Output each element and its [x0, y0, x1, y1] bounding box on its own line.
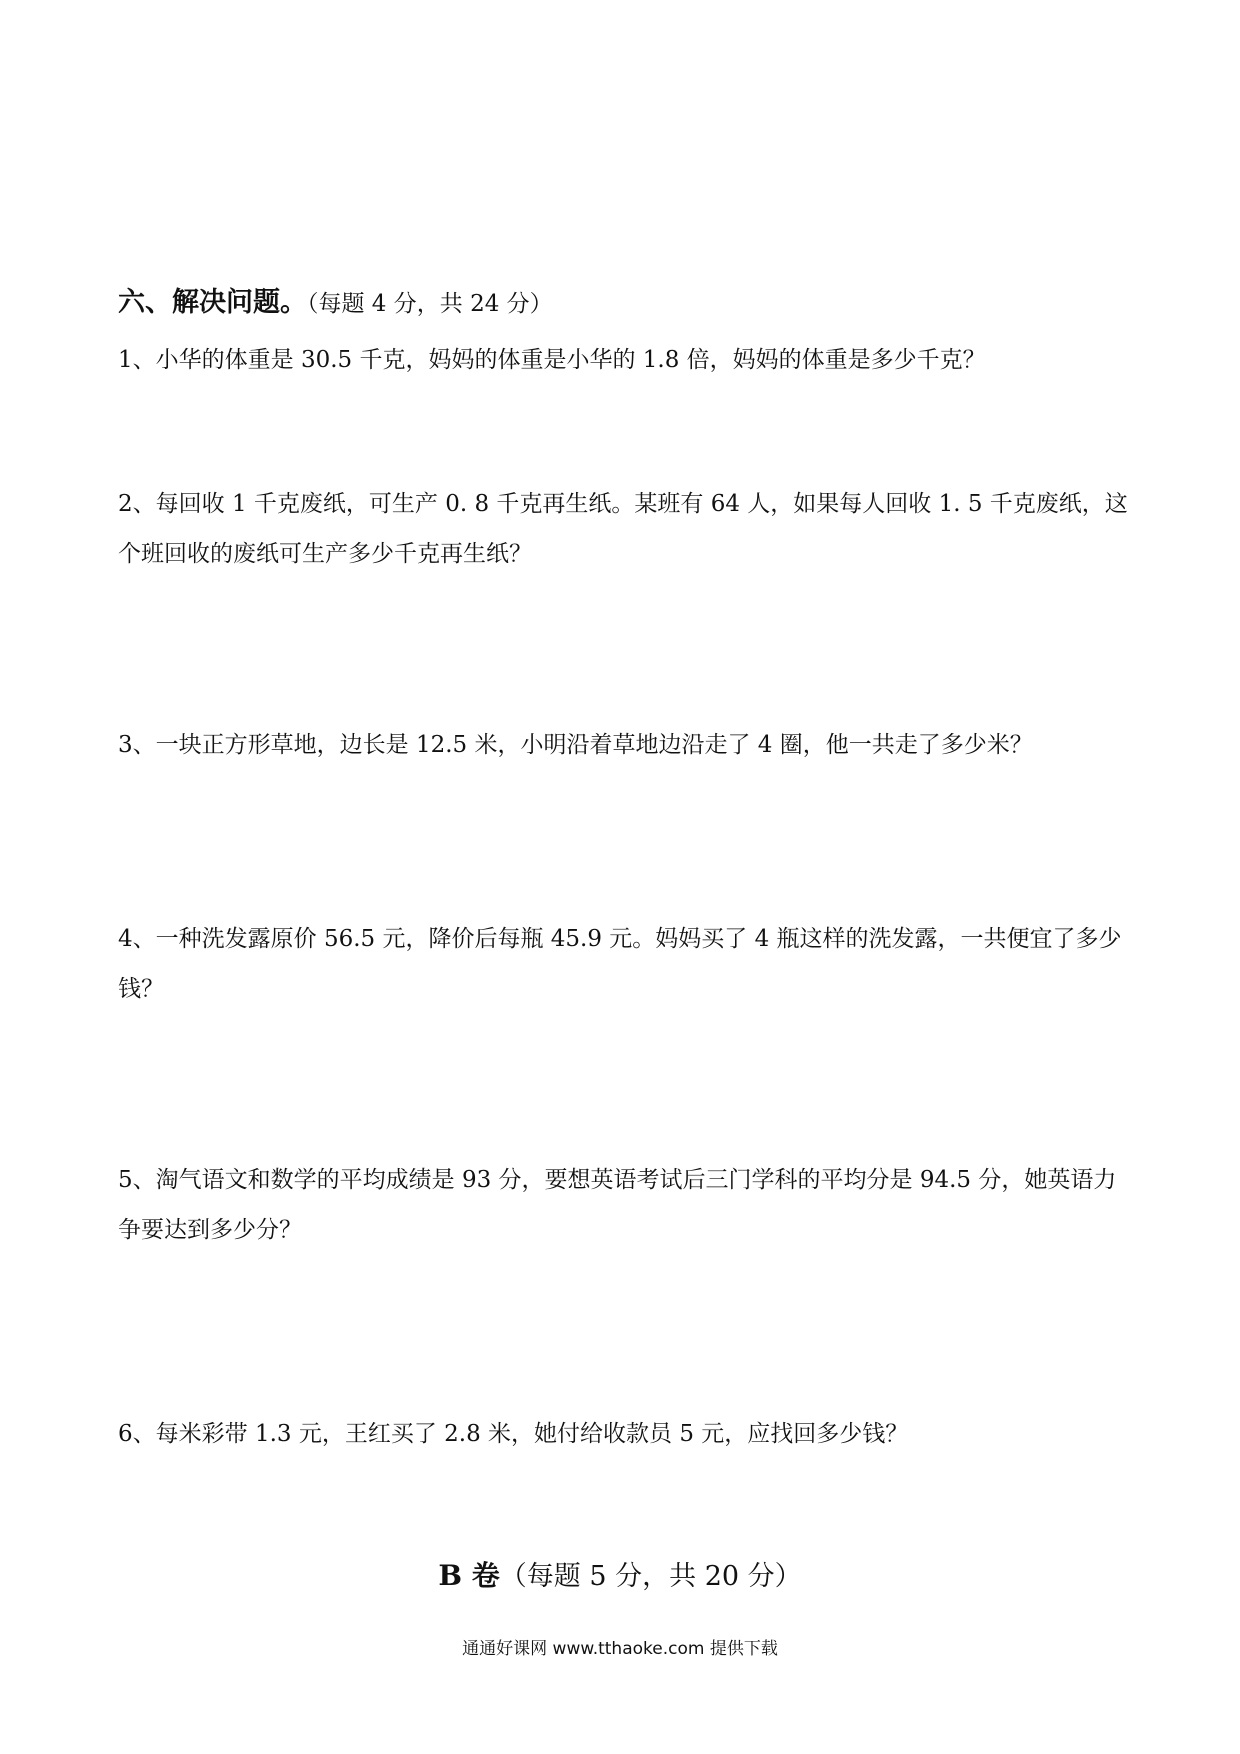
part-b-note: （每题 5 分，共 20 分） — [499, 1561, 802, 1592]
part-b-title: B 卷 — [438, 1559, 500, 1592]
question-1: 1、小华的体重是 30.5 千克，妈妈的体重是小华的 1.8 倍，妈妈的体重是多少千克？ — [118, 347, 986, 373]
question-6: 6、每米彩带 1.3 元，王红买了 2.8 米，她付给收款员 5 元，应找回多少钱？ — [118, 1421, 909, 1447]
question-3: 3、一块正方形草地，边长是 12.5 米，小明沿着草地边沿走了 4 圈，他一共走了多少米？ — [118, 732, 1033, 758]
question-5: 5、淘气语文和数学的平均成绩是 93 分，要想英语考试后三门学科的平均分是 94.5 分，她英语力争要达到多少分？ — [118, 1167, 1117, 1243]
part-b-heading — [0, 1554, 1240, 1594]
page-footer: 通通好课网 www.tthaoke.com 提供下载 — [462, 1639, 778, 1659]
section-heading — [118, 280, 553, 319]
question-4: 4、一种洗发露原价 56.5 元，降价后每瓶 45.9 元。妈妈买了 4 瓶这样的洗发露，一共便宜了多少钱？ — [118, 926, 1122, 1002]
section-heading-note: （每题 4 分，共 24 分） — [307, 291, 553, 317]
question-2: 2、每回收 1 千克废纸，可生产 0. 8 千克再生纸。某班有 64 人，如果每人回收 1. 5 千克废纸，这个班回收的废纸可生产多少千克再生纸？ — [118, 491, 1128, 567]
section-heading-title: 六、解决问题。 — [118, 287, 307, 318]
